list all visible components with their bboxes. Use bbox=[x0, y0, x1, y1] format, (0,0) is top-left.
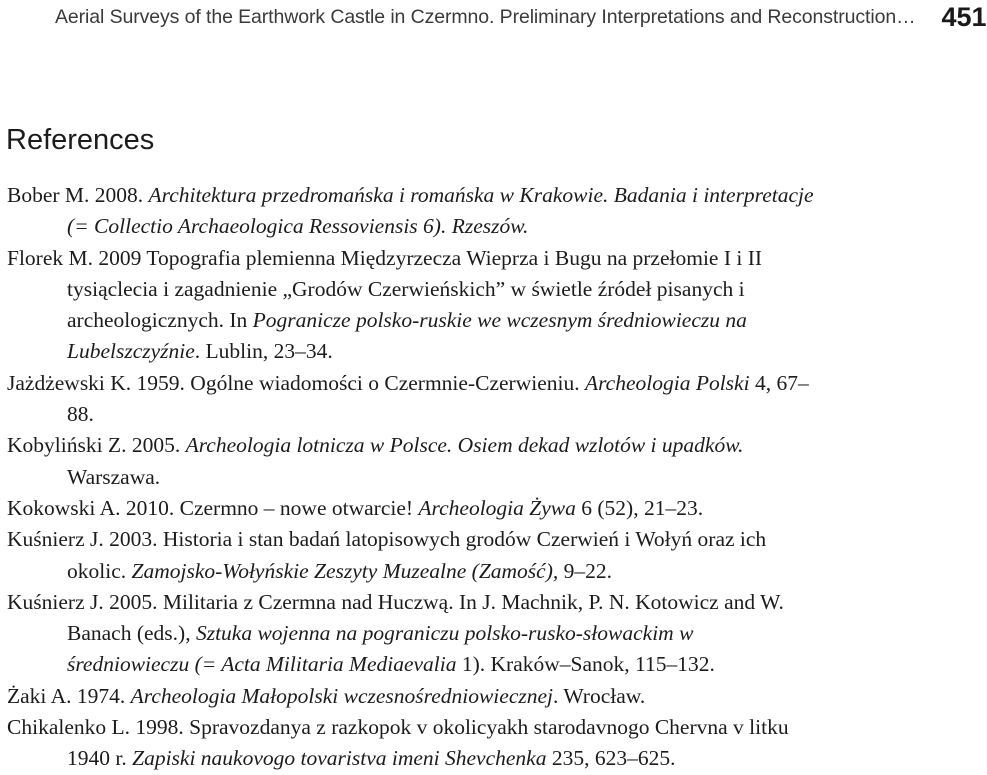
reference-entry bbox=[7, 493, 815, 524]
reference-text: 6 (52), 21‒23. bbox=[575, 495, 704, 520]
reference-text: . Wrocław. bbox=[553, 683, 646, 708]
reference-text: Kuśnierz J. 2005. Militaria z Czermna nad Huczwą. In J. Machnik, P. N. Kotowicz and W. Banach (eds.), bbox=[7, 589, 784, 646]
running-header bbox=[55, 0, 987, 34]
reference-text: Bober M. 2008. bbox=[7, 183, 149, 207]
reference-italic-text: Archeologia lotnicza w Polsce. Osiem dekad wzlotów i upadków. bbox=[185, 433, 744, 458]
reference-italic-text: Sztuka wojenna na pograniczu polsko-rusko-słowackim w średniowieczu (= Acta Militaria Mediaevalia bbox=[67, 621, 694, 677]
reference-text: 4, 67‒88. bbox=[67, 370, 809, 427]
reference-italic-text: Pogranicze polsko-ruskie we wczesnym średniowieczu na Lubelszczyźnie bbox=[67, 308, 747, 364]
reference-list bbox=[7, 180, 815, 775]
section-title: References bbox=[6, 124, 155, 156]
reference-italic-text: Archeologia Żywa bbox=[418, 495, 576, 520]
reference-text: 1). Kraków‒Sanok, 115‒132. bbox=[456, 652, 715, 677]
reference-italic-text: Archeologia Małopolski wczesnośredniowiecznej bbox=[130, 683, 553, 708]
reference-entry bbox=[7, 524, 815, 587]
reference-entry bbox=[7, 681, 815, 712]
reference-italic-text: Archeologia Polski bbox=[584, 370, 750, 395]
reference-text: Kobyliński Z. 2005. bbox=[7, 433, 186, 458]
reference-text: 9‒22. bbox=[558, 558, 612, 583]
reference-text: . Lublin, 23‒34. bbox=[194, 339, 333, 364]
reference-text: Żaki A. 1974. bbox=[7, 683, 131, 708]
reference-entry bbox=[7, 587, 815, 681]
reference-text: Jażdżewski K. 1959. Ogólne wiadomości o Czermnie-Czerwieniu. bbox=[7, 370, 585, 395]
reference-italic-text: Zapiski naukovogo tovaristva imeni Shevchenka bbox=[132, 746, 547, 771]
reference-italic-text: Zamojsko-Wołyńskie Zeszyty Muzealne (Zamość), bbox=[131, 558, 559, 583]
reference-entry bbox=[7, 243, 815, 368]
reference-text: Chikalenko L. 1998. Spravozdanya z razkopok v okolicyakh starodavnogo Chervna v litku 1940 r. bbox=[7, 715, 789, 771]
reference-entry bbox=[7, 368, 815, 431]
running-title: Aerial Surveys of the Earthwork Castle in Czermno. Preliminary Interpretations and Reconstruction… bbox=[55, 5, 916, 28]
reference-text: Florek M. 2009 Topografia plemienna Międzyrzecza Wieprza i Bugu na przełomie I i II tysiąclecia i zagadnienie „Grodów Czerwieńskich” w świetle źródeł pisanych i archeologicznych. In bbox=[7, 245, 763, 333]
reference-entry bbox=[7, 712, 815, 775]
reference-text: 235, 623‒625. bbox=[546, 746, 676, 771]
reference-entry bbox=[7, 430, 815, 493]
page-number: 451 bbox=[941, 1, 987, 32]
reference-italic-text: Architektura przedromańska i romańska w Krakowie. Badania i interpretacje (= Collectio Archaeologica Ressoviensis 6). Rzeszów. bbox=[67, 183, 814, 239]
reference-text: Kokowski A. 2010. Czermno ‒ nowe otwarcie! bbox=[7, 495, 419, 520]
reference-entry bbox=[7, 180, 815, 243]
reference-text: Kuśnierz J. 2003. Historia i stan badań latopisowych grodów Czerwień i Wołyń oraz ich okolic. bbox=[7, 527, 767, 583]
reference-text: Warszawa. bbox=[67, 464, 161, 489]
